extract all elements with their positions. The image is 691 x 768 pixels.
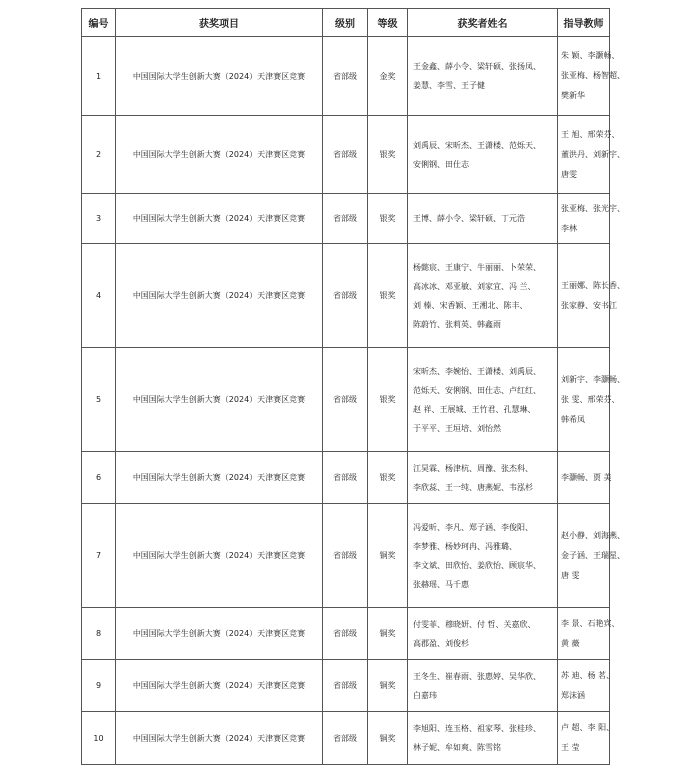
advisor-line: 刘新宇、李灏畅、	[561, 374, 625, 384]
winner-line: 刘 榛、宋香颖、王湘北、陈丰、	[413, 300, 528, 310]
award-grade: 银奖	[368, 244, 408, 348]
winner-line: 陈蔚竹、张莉英、韩鑫雨	[413, 319, 501, 329]
award-project: 中国国际大学生创新大赛（2024）天津赛区竞赛	[116, 194, 323, 244]
table-row	[82, 244, 610, 348]
winner-line: 高冰冰、邓亚敏、刘家宜、冯 兰、	[413, 281, 536, 291]
advisor-line: 王丽娜、陈长香、	[561, 280, 625, 290]
table-row	[82, 37, 610, 116]
winner-names	[408, 116, 558, 194]
winner-line: 王冬生、崔春雨、张惠婷、吴华欣、	[413, 671, 541, 681]
row-number: 4	[82, 244, 116, 348]
winner-names	[408, 504, 558, 608]
row-number: 9	[82, 660, 116, 712]
awards-table	[81, 8, 625, 765]
advisor-line: 李林	[561, 223, 577, 233]
winner-line: 高郡盈、刘俊杉	[413, 638, 469, 648]
advisor-line: 卢 超、李 阳、	[561, 723, 615, 732]
row-number: 10	[82, 712, 116, 765]
winner-names	[408, 244, 558, 348]
advisor-line: 黄 薇	[561, 638, 580, 648]
advisor-line: 张 雯、邢荣芬、	[561, 394, 620, 404]
advisor-line: 张亚梅、杨智超、	[561, 71, 625, 80]
winner-line: 安俐钢、田仕志	[413, 159, 469, 169]
award-grade: 银奖	[368, 116, 408, 194]
advisor-line: 李灏畅、贾 美	[561, 472, 612, 482]
award-project: 中国国际大学生创新大赛（2024）天津赛区竞赛	[116, 608, 323, 660]
advisor-line: 樊新华	[561, 91, 585, 100]
winner-line: 张赫瑶、马千惠	[413, 579, 469, 589]
winner-line: 赵 祥、王展城、王竹君、孔慧琳、	[413, 404, 536, 414]
advisor-line: 王 旭、邢荣芬、	[561, 129, 620, 139]
advisor-names	[558, 37, 625, 116]
header-project: 获奖项目	[116, 9, 323, 37]
award-level: 省部级	[323, 608, 368, 660]
advisor-names	[558, 660, 615, 712]
advisor-line: 郑沫涵	[561, 690, 585, 700]
winner-line: 白嘉玮	[413, 690, 437, 700]
award-project: 中国国际大学生创新大赛（2024）天津赛区竞赛	[116, 37, 323, 116]
winner-line: 江昊霖、杨津杭、周豫、张杰科、	[413, 463, 533, 473]
award-project: 中国国际大学生创新大赛（2024）天津赛区竞赛	[116, 452, 323, 504]
row-number: 5	[82, 348, 116, 452]
advisor-line: 朱 颖、李灏畅、	[561, 51, 620, 60]
winner-line: 刘禹辰、宋昕杰、王潇楼、范烁天、	[413, 140, 541, 150]
advisor-line: 赵小静、刘海燕、	[561, 530, 625, 540]
award-grade: 银奖	[368, 452, 408, 504]
winner-line: 范烁天、安俐钢、田仕志、卢红红、	[413, 385, 541, 395]
row-number: 8	[82, 608, 116, 660]
row-number: 7	[82, 504, 116, 608]
header-teachers: 指导教师	[558, 9, 610, 37]
row-number: 3	[82, 194, 116, 244]
winner-line: 李梦雅、杨妙珂冉、冯雅璐、	[413, 541, 517, 551]
winner-line: 冯爱昕、李凡、郑子涵、李俊阳、	[413, 522, 533, 532]
award-grade: 铜奖	[368, 608, 408, 660]
table-row	[82, 660, 610, 712]
winner-names	[408, 712, 558, 765]
row-number: 6	[82, 452, 116, 504]
award-grade: 铜奖	[368, 712, 408, 765]
advisor-line: 金子涵、王瑞星、	[561, 550, 625, 560]
award-grade: 银奖	[368, 348, 408, 452]
award-grade: 铜奖	[368, 504, 408, 608]
winner-line: 姜慧、李雪、王子健	[413, 81, 485, 90]
winner-names	[408, 608, 558, 660]
advisor-line: 李 景、石艳宾、	[561, 618, 620, 628]
advisor-names	[558, 194, 625, 244]
award-level: 省部级	[323, 660, 368, 712]
advisor-names	[558, 452, 610, 504]
advisor-line: 王 莹	[561, 743, 580, 752]
advisor-line: 唐雯	[561, 169, 577, 179]
advisor-line: 董洪丹、刘新宇、	[561, 149, 625, 159]
winner-line: 宋昕杰、李婉怡、王潇楼、刘禹辰、	[413, 366, 541, 376]
advisor-line: 张家静、安书江	[561, 300, 617, 310]
advisor-names	[558, 116, 625, 194]
table-row	[82, 348, 610, 452]
advisor-names	[558, 348, 625, 452]
winner-names	[408, 37, 558, 116]
award-level: 省部级	[323, 244, 368, 348]
award-project: 中国国际大学生创新大赛（2024）天津赛区竞赛	[116, 244, 323, 348]
winner-line: 付雯菲、穆晓妍、付 哲、关嘉欣、	[413, 619, 536, 629]
advisor-line: 唐 雯	[561, 570, 580, 580]
award-level: 省部级	[323, 504, 368, 608]
table-row	[82, 504, 610, 608]
advisor-names	[558, 504, 625, 608]
row-number: 2	[82, 116, 116, 194]
advisor-line: 韩希凤	[561, 414, 585, 424]
award-project: 中国国际大学生创新大赛（2024）天津赛区竞赛	[116, 504, 323, 608]
winner-names	[408, 660, 558, 712]
winner-line: 李文斌、田欣怡、姜欣怡、顾宸华、	[413, 560, 541, 570]
advisor-names	[558, 244, 625, 348]
winner-line: 于平平、王垣培、刘怡然	[413, 423, 501, 433]
award-level: 省部级	[323, 452, 368, 504]
award-grade: 金奖	[368, 37, 408, 116]
award-project: 中国国际大学生创新大赛（2024）天津赛区竞赛	[116, 660, 323, 712]
advisor-names	[558, 608, 620, 660]
award-project: 中国国际大学生创新大赛（2024）天津赛区竞赛	[116, 348, 323, 452]
header-level: 级别	[323, 9, 368, 37]
table-row	[82, 608, 610, 660]
winner-names	[408, 452, 558, 504]
advisor-names	[558, 712, 615, 765]
winner-line: 李旭阳、连玉格、祖家琴、张桂珍、	[413, 724, 541, 733]
award-level: 省部级	[323, 116, 368, 194]
table-row	[82, 452, 610, 504]
winner-line: 王金鑫、薛小令、梁轩硕、张扬凤、	[413, 62, 541, 71]
advisor-line: 张亚梅、张光宇、	[561, 203, 625, 213]
award-level: 省部级	[323, 194, 368, 244]
award-grade: 铜奖	[368, 660, 408, 712]
row-number: 1	[82, 37, 116, 116]
advisor-line: 苏 迪、杨 茗、	[561, 670, 615, 680]
award-level: 省部级	[323, 712, 368, 765]
award-grade: 银奖	[368, 194, 408, 244]
award-level: 省部级	[323, 348, 368, 452]
winner-line: 林子妮、牟如爽、陈雪铭	[413, 743, 501, 752]
header-number: 编号	[82, 9, 116, 37]
winner-line: 杨懿宸、王康宁、牛丽丽、卜荣荣、	[413, 262, 541, 272]
table-row	[82, 712, 610, 765]
award-project: 中国国际大学生创新大赛（2024）天津赛区竞赛	[116, 712, 323, 765]
table-row	[82, 194, 610, 244]
award-project: 中国国际大学生创新大赛（2024）天津赛区竞赛	[116, 116, 323, 194]
winner-names	[408, 194, 558, 244]
header-grade: 等级	[368, 9, 408, 37]
header-row	[82, 9, 610, 37]
header-winners: 获奖者姓名	[408, 9, 558, 37]
table-row	[82, 116, 610, 194]
winner-line: 李欣蕊、王一纯、唐燕妮、韦泓杉	[413, 482, 533, 492]
winner-names	[408, 348, 558, 452]
winner-line: 王博、薛小令、梁轩硕、丁元浩	[413, 214, 525, 223]
award-level: 省部级	[323, 37, 368, 116]
